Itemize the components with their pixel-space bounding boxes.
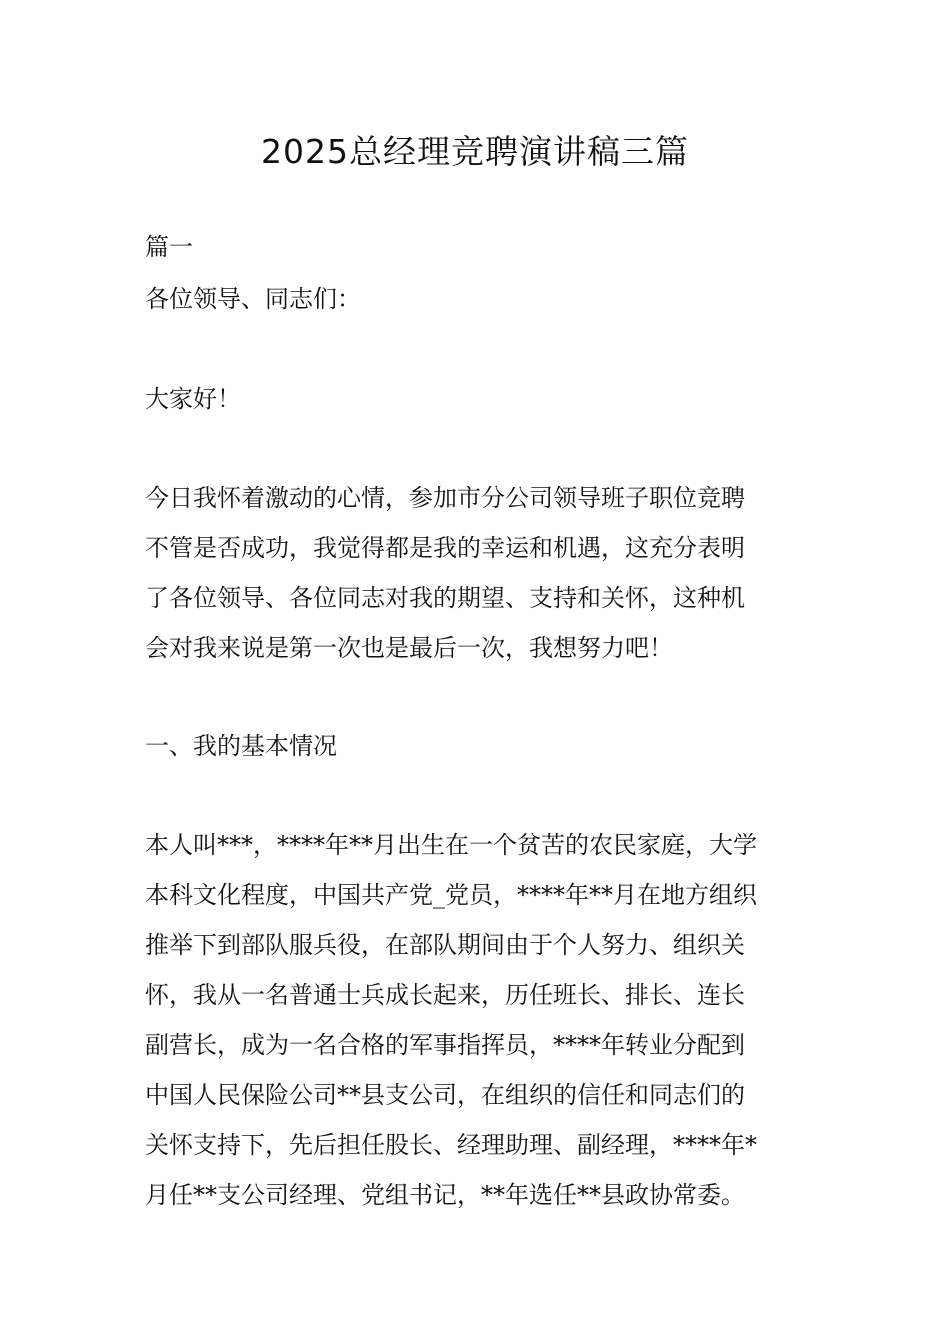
paragraph-line: 月任**支公司经理、党组书记，**年选任**县政协常委。 xyxy=(145,1181,745,1209)
paragraph-line: 中国人民保险公司**县支公司，在组织的信任和同志们的 xyxy=(145,1081,745,1109)
salutation: 各位领导、同志们： xyxy=(145,285,361,313)
paragraph-line: 今日我怀着激动的心情，参加市分公司领导班子职位竞聘 xyxy=(145,484,745,512)
paragraph-line: 本人叫***，****年**月出生在一个贫苦的农民家庭，大学 xyxy=(145,831,757,859)
paragraph-line: 关怀支持下，先后担任股长、经理助理、副经理，****年* xyxy=(145,1131,757,1159)
paragraph-line: 不管是否成功，我觉得都是我的幸运和机遇，这充分表明 xyxy=(145,534,745,562)
paragraph-line: 了各位领导、各位同志对我的期望、支持和关怀，这种机 xyxy=(145,584,745,612)
paragraph-intro xyxy=(145,473,810,673)
paragraph-line: 副营长，成为一名合格的军事指挥员，****年转业分配到 xyxy=(145,1031,745,1059)
section-label: 篇一 xyxy=(145,233,193,261)
greeting: 大家好！ xyxy=(145,385,241,413)
document-title: 2025总经理竞聘演讲稿三篇 xyxy=(261,132,689,171)
paragraph-basic-info xyxy=(145,820,810,1220)
paragraph-line: 推举下到部队服兵役，在部队期间由于个人努力、组织关 xyxy=(145,931,745,959)
section-heading: 一、我的基本情况 xyxy=(145,732,337,760)
paragraph-line: 怀，我从一名普通士兵成长起来，历任班长、排长、连长 xyxy=(145,981,745,1009)
paragraph-line: 会对我来说是第一次也是最后一次，我想努力吧！ xyxy=(145,634,673,662)
paragraph-line: 本科文化程度，中国共产党_党员，****年**月在地方组织 xyxy=(145,881,757,909)
